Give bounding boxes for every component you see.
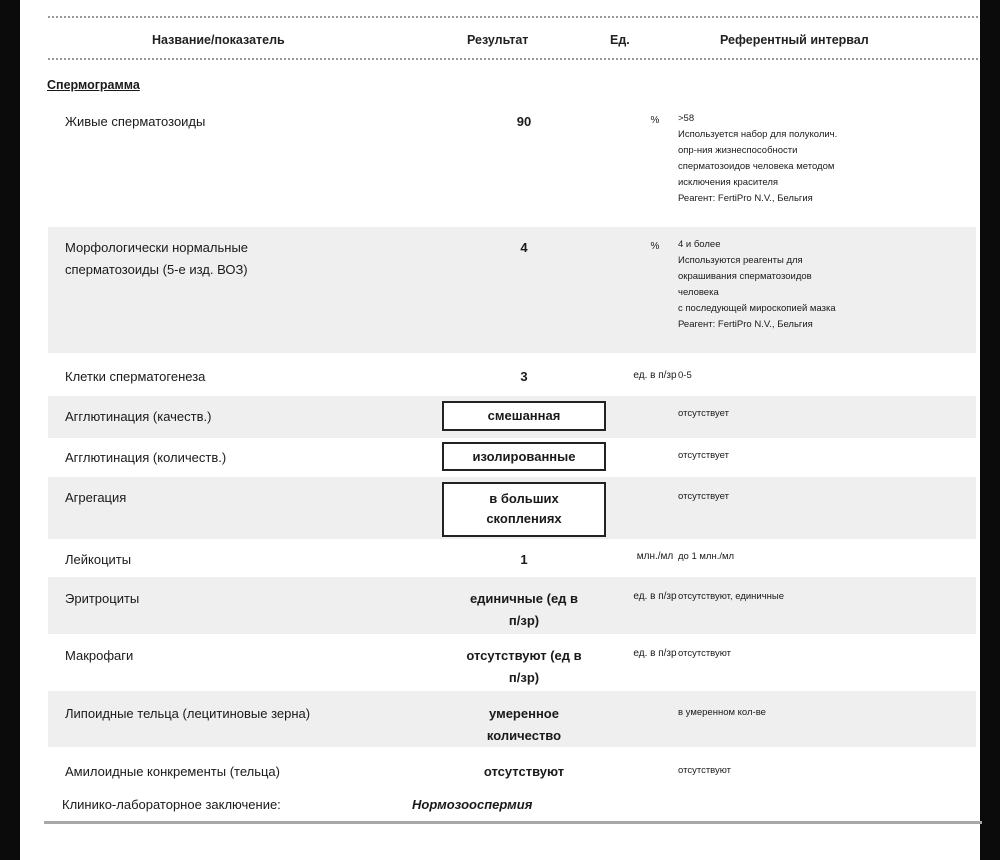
header-dotted-divider xyxy=(48,58,978,60)
header-unit: Ед. xyxy=(610,33,630,47)
row-unit: ед. в п/зр xyxy=(633,370,677,381)
row-reference: отсутствует xyxy=(678,408,729,419)
row-reference: 4 и более Используются реагенты для окрашивания сперматозоидов человека с последующей мироскопией мазка Реагент: FertiPro N.V., Бельгия xyxy=(678,239,836,330)
row-unit: ед. в п/зр xyxy=(633,591,677,602)
row-name: Макрофаги xyxy=(65,648,134,663)
conclusion-label: Клинико-лабораторное заключение: xyxy=(62,797,281,812)
header-result: Результат xyxy=(467,33,529,47)
row-reference: до 1 млн./мл xyxy=(678,551,735,562)
row-unit: % xyxy=(650,241,660,252)
bottom-divider xyxy=(44,821,982,824)
table-row xyxy=(48,577,976,634)
row-reference: отсутствуют xyxy=(678,648,732,659)
table-row xyxy=(48,477,976,539)
table-row xyxy=(48,353,976,396)
row-name: Липоидные тельца (лецитиновые зерна) xyxy=(65,706,311,721)
row-reference: отсутствуют, единичные xyxy=(678,591,785,602)
row-name: Агглютинация (качеств.) xyxy=(65,409,212,424)
row-reference: отсутствует xyxy=(678,450,729,461)
row-result: 3 xyxy=(520,369,528,384)
table-row xyxy=(48,747,976,791)
table-row xyxy=(48,105,976,227)
row-unit: млн./мл xyxy=(636,551,674,562)
table-row xyxy=(48,539,976,577)
row-result: 90 xyxy=(516,114,532,129)
row-reference: отсутствуют xyxy=(678,765,732,776)
report-page xyxy=(20,0,980,860)
table-row xyxy=(48,634,976,691)
row-name: Лейкоциты xyxy=(65,552,132,567)
row-name: Клетки сперматогенеза xyxy=(65,369,206,384)
row-result: умеренное количество xyxy=(486,706,562,743)
table-row xyxy=(48,438,976,477)
table-row xyxy=(48,227,976,353)
row-name: Живые сперматозоиды xyxy=(65,114,206,129)
row-name: Агрегация xyxy=(65,490,127,505)
row-unit: % xyxy=(650,115,660,126)
row-result: 4 xyxy=(520,240,528,255)
row-name: Агглютинация (количеств.) xyxy=(65,450,227,465)
row-result: 1 xyxy=(520,552,528,567)
row-result: отсутствуют xyxy=(483,764,565,779)
table-row xyxy=(48,691,976,747)
row-result-box: смешанная xyxy=(442,401,606,431)
row-name: Морфологически нормальные сперматозоиды (5-е изд. ВОЗ) xyxy=(65,240,249,277)
row-name: Амилоидные конкременты (тельца) xyxy=(65,764,280,779)
row-result-box: изолированные xyxy=(442,442,606,471)
row-name: Эритроциты xyxy=(65,591,140,606)
row-reference: >58 Используется набор для полуколич. опр-ния жизнеспособности сперматозоидов человека методом исключения красителя Реагент: FertiPro N.V., Бельгия xyxy=(678,113,838,204)
row-reference: в умеренном кол-ве xyxy=(678,707,766,718)
conclusion-value: Нормозооспермия xyxy=(412,797,533,812)
row-reference: 0-5 xyxy=(678,370,692,381)
row-result-box: в больших скоплениях xyxy=(442,482,606,537)
section-title: Спермограмма xyxy=(47,78,140,92)
row-reference: отсутствует xyxy=(678,491,729,502)
row-unit: ед. в п/зр xyxy=(633,648,677,659)
row-result: отсутствуют (ед в п/зр) xyxy=(466,648,582,685)
table-row xyxy=(48,396,976,438)
header-reference: Референтный интервал xyxy=(720,33,869,47)
row-result: единичные (ед в п/зр) xyxy=(469,591,579,628)
header-name: Название/показатель xyxy=(152,33,285,47)
top-dotted-divider xyxy=(48,16,978,18)
